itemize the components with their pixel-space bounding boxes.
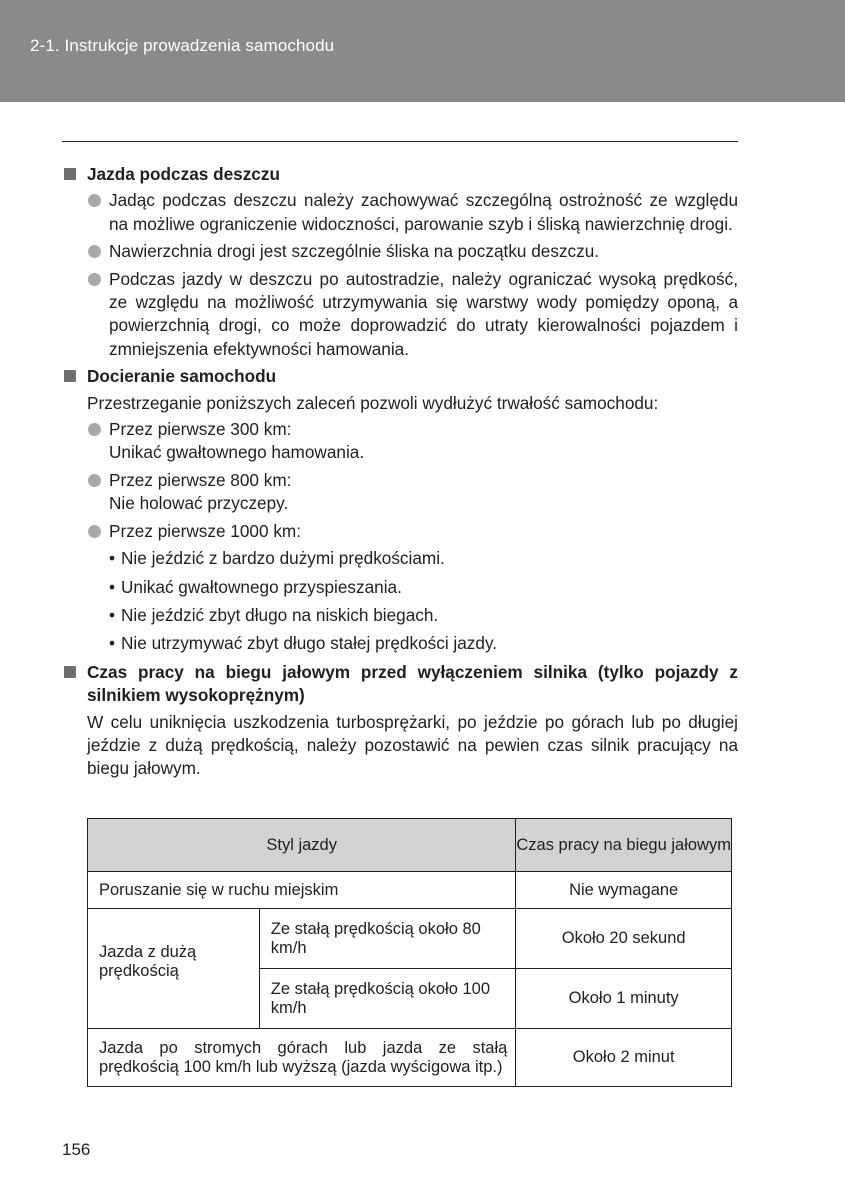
sub-list-item: • Nie utrzymywać zbyt długo stałej prędkości jazdy. [109,633,498,654]
table-cell: Nie wymagane [516,872,732,909]
table-cell: Około 20 sekund [516,909,732,969]
round-bullet-icon [88,273,101,286]
sub-list-item: • Nie jeździć zbyt długo na niskich biegach. [109,604,439,625]
table-row [88,872,732,909]
table-cell: Jazda z dużą prędkością [88,909,260,1029]
round-bullet-icon [88,525,101,538]
round-bullet-icon [88,423,101,436]
sub-list-item: • Nie jeździć z bardzo dużymi prędkościami. [109,548,445,569]
table-cell: Poruszanie się w ruchu miejskim [88,872,516,909]
table-cell: Ze stałą prędkością około 80 km/h [259,909,516,969]
section-title: Czas pracy na biegu jałowym przed wyłączeniem silnika (tylko pojazdy z silnikiem wysokoprężnym) [87,661,738,706]
section-intro: W celu uniknięcia uszkodzenia turbosprężarki, po jeździe po górach lub po długiej jeździe z dużą prędkością, należy pozostawić na pewien czas silnik pracujący na biegu jałowym. [87,711,738,779]
page-number: 156 [62,1140,91,1159]
section-idle [62,661,738,781]
square-marker-icon [64,370,76,382]
square-marker-icon [64,666,76,678]
list-item: Przez pierwsze 1000 km: [87,520,738,543]
list-item: Podczas jazdy w deszczu po autostradzie, należy ograniczać wysoką prędkość, ze względu na możliwość utrzymywania się warstwy wody pomiędzy oponą, a powierzchnią drogi, co może doprowadzić do utraty kierowalności pojazdem i zmniejszenia efektywności hamowania. [87,268,738,362]
table-row [88,1029,732,1087]
table-header-cell: Czas pracy na biegu jałowym [516,819,732,872]
table-row [88,909,732,969]
page-header [0,0,845,102]
header-title: 2-1. Instrukcje prowadzenia samochodu [30,36,335,55]
section-rain [62,163,738,361]
table-header-cell: Styl jazdy [88,819,516,872]
section-title: Jazda podczas deszczu [87,164,280,184]
list-item: Przez pierwsze 800 km: Nie holować przyczepy. [87,469,738,516]
list-item: Nawierzchnia drogi jest szczególnie śliska na początku deszczu. [87,240,738,263]
table-cell: Około 1 minuty [516,969,732,1029]
square-marker-icon [64,168,76,180]
section-break-in [62,365,738,655]
table-cell: Około 2 minut [516,1029,732,1087]
section-title: Docieranie samochodu [87,366,277,387]
table-cell: Jazda po stromych górach lub jazda ze stałą prędkością 100 km/h lub wyższą (jazda wyścigowa itp.) [88,1029,516,1087]
list-item: Przez pierwsze 300 km: Unikać gwałtownego hamowania. [87,418,738,465]
section-intro: Przestrzeganie poniższych zaleceń pozwoli wydłużyć trwałość samochodu: [87,392,659,413]
round-bullet-icon [88,245,101,258]
table-header-row [88,819,732,872]
idle-time-table [87,818,732,1087]
round-bullet-icon [88,474,101,487]
round-bullet-icon [88,194,101,207]
page-content [62,163,738,785]
sub-list-item: • Unikać gwałtownego przyspieszania. [109,576,402,597]
table-cell: Ze stałą prędkością około 100 km/h [259,969,516,1029]
list-item: Jadąc podczas deszczu należy zachowywać szczególną ostrożność ze względu na możliwe ograniczenie widoczności, parowanie szyb i śliską nawierzchnię drogi. [87,189,738,236]
top-rule [62,141,738,142]
